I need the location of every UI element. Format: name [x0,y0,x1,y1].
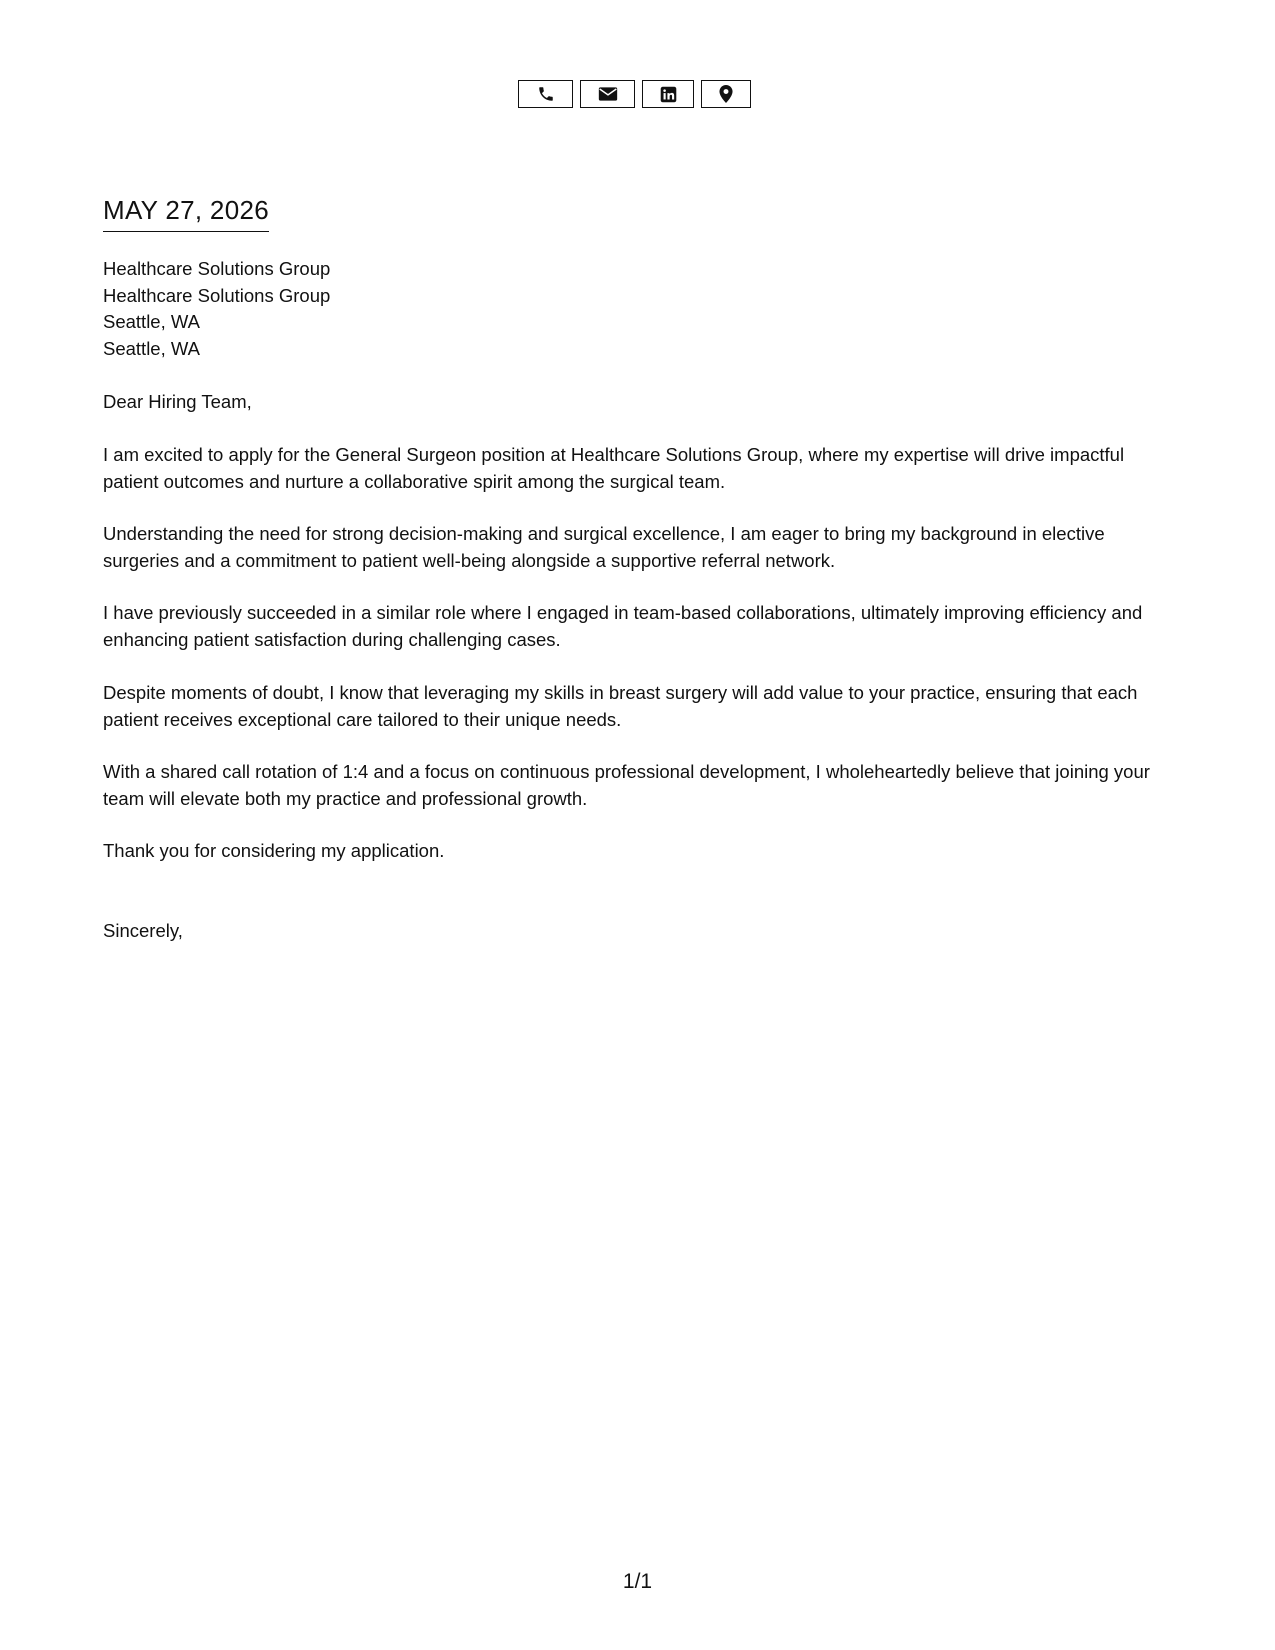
signoff: Sincerely, [103,920,183,941]
recipient-line: Seattle, WA [103,311,200,332]
phone-button[interactable] [518,80,573,108]
location-button[interactable] [701,80,751,108]
phone-icon [537,85,555,103]
letter-date: MAY 27, 2026 [103,195,269,232]
location-icon [719,85,733,103]
linkedin-icon [660,86,677,103]
body-paragraph: I am excited to apply for the General Surgeon position at Healthcare Solutions Group, where my expertise will drive impactful patient outcomes and nurture a collaborative spirit among the surgical team. [103,444,1125,492]
contact-bar [518,80,751,108]
email-button[interactable] [580,80,635,108]
body-paragraph: With a shared call rotation of 1:4 and a focus on continuous professional development, I wholeheartedly believe that joining your team will elevate both my practice and professional growth. [103,761,1150,809]
salutation: Dear Hiring Team, [103,391,252,412]
recipient-line: Healthcare Solutions Group [103,258,331,279]
page-number: 1/1 [622,1570,653,1593]
recipient-address [103,256,330,362]
body-paragraph: I have previously succeeded in a similar role where I engaged in team-based collaborations, ultimately improving efficiency and enhancing patient satisfaction during challenging cases. [103,602,1143,650]
recipient-line: Seattle, WA [103,337,200,359]
closing-thanks: Thank you for considering my application. [103,840,445,861]
body-paragraph: Understanding the need for strong decision-making and surgical excellence, I am eager to bring my background in elective surgeries and a commitment to patient well-being alongside a supportive referral network. [103,523,1105,571]
recipient-line: Healthcare Solutions Group [103,284,331,306]
email-icon [598,86,618,102]
linkedin-button[interactable] [642,80,694,108]
body-paragraph: Despite moments of doubt, I know that leveraging my skills in breast surgery will add value to your practice, ensuring that each patient receives exceptional care tailored to their unique needs. [103,682,1138,730]
